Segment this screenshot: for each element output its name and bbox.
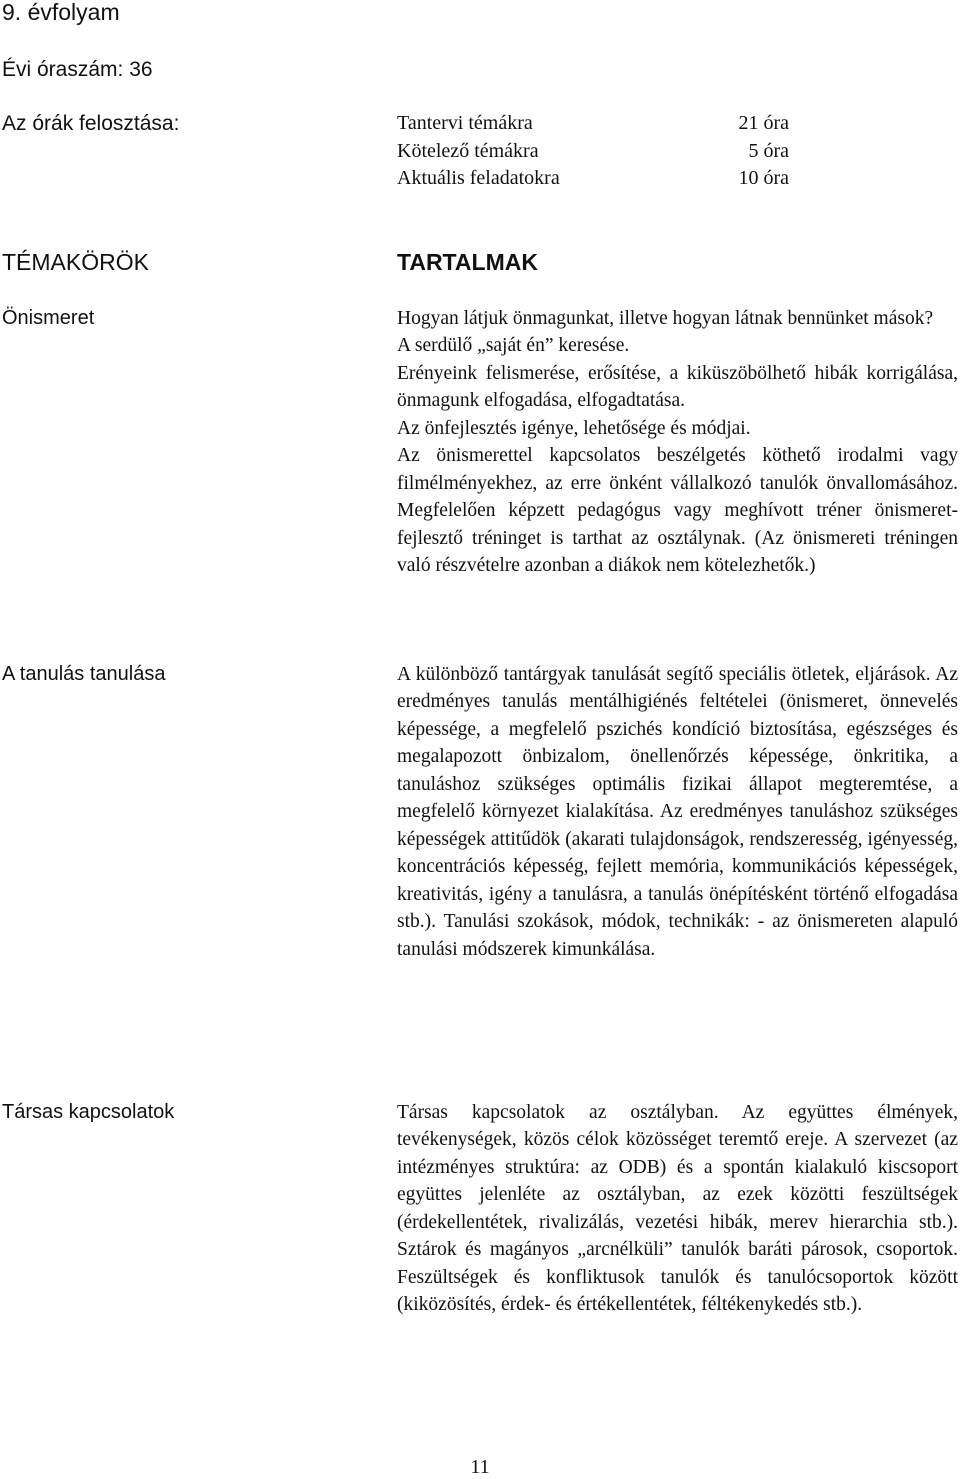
topic-label-learning-to-learn: A tanulás tanulása [2, 663, 166, 685]
distribution-name: Aktuális feladatokra [397, 167, 560, 189]
content-paragraph: Társas kapcsolatok az osztályban. Az együttes élmények, tevékenységek, közös célok közösséget teremtő ereje. A szervezet (az intézményes struktúra: az ODB) és a spontán kialakuló kiscsoport együttes jelenléte az osztályban, az ezek közötti feszültségek (érdekellentétek, rivalizálás, vezetési hibák, merev hierarchia stb.). Sztárok és magányos „arcnélküli” tanulók baráti párosok, csoportok. Feszültségek és konfliktusok tanulók és tanulócsoportok között (kiközösítés, érdek- és értékellentétek, féltékenykedés stb.). [397, 1102, 958, 1316]
content-paragraph: A különböző tantárgyak tanulását segítő speciális ötletek, eljárások. Az eredményes tanulás mentálhigiénés feltételei (önismeret, önnevelés képessége, a megfelelő pszichés kondíció biztosítása, egészséges és megalapozott önbizalom, önellenőrzés képessége, önkritika, a tanuláshoz szükséges optimális fizikai állapot megteremtése, a megfelelő környezet kialakítása. Az eredményes tanuláshoz szükséges képességek attitűdök (akarati tulajdonságok, rendszeresség, igényesség, koncentrációs képesség, fejlett memória, kommunikációs képességek, kreativitás, igény a tanulásra, a tanulás önépítésként történő elfogadása stb.). Tanulási szokások, módok, technikák: - az önismereten alapuló tanulási módszerek kimunkálása. [397, 664, 958, 960]
distribution-name: Tantervi témákra [397, 112, 533, 134]
page-number: 11 [470, 1456, 490, 1478]
contents-header: TARTALMAK [397, 249, 538, 275]
annual-hours: Évi óraszám: 36 [2, 58, 153, 81]
content-paragraph: Az önismerettel kapcsolatos beszélgetés köthető irodalmi vagy filmélményekhez, az erre önként vállalkozó tanulók önvallomásához. Megfelelően képzett pedagógus vagy meghívott tréner önismeret-fejlesztő tréninget is tarthat az osztálynak. (Az önismereti tréningen való részvételre azonban a diákok nem kötelezhetők.) [397, 445, 958, 577]
distribution-name: Kötelező témákra [397, 139, 539, 162]
content-paragraph: Az önfejlesztés igénye, lehetősége és módjai. [397, 417, 751, 439]
content-paragraph: Hogyan látjuk önmagunkat, illetve hogyan látnak bennünket mások? [397, 308, 934, 329]
distribution-hours: 10 óra [738, 167, 789, 189]
distribution-row [397, 138, 789, 166]
distribution-label: Az órák felosztása: [2, 112, 180, 135]
distribution-table [397, 110, 789, 193]
distribution-row [397, 165, 789, 193]
grade-title: 9. évfolyam [2, 0, 120, 25]
content-paragraph: Erényeink felismerése, erősítése, a kiküszöbölhető hibák korrigálása, önmagunk elfogadása, elfogadtatása. [397, 362, 958, 412]
distribution-hours: 21 óra [738, 112, 789, 134]
topic-label-self-knowledge: Önismeret [2, 307, 95, 329]
topics-header: TÉMAKÖRÖK [2, 249, 149, 275]
content-social-relations [397, 1099, 958, 1319]
distribution-hours: 5 óra [748, 139, 789, 162]
topic-label-social-relations: Társas kapcsolatok [2, 1101, 175, 1123]
content-self-knowledge [397, 305, 958, 580]
content-paragraph: A serdülő „saját én” keresése. [397, 335, 630, 357]
distribution-row [397, 110, 789, 138]
content-learning-to-learn [397, 661, 958, 963]
